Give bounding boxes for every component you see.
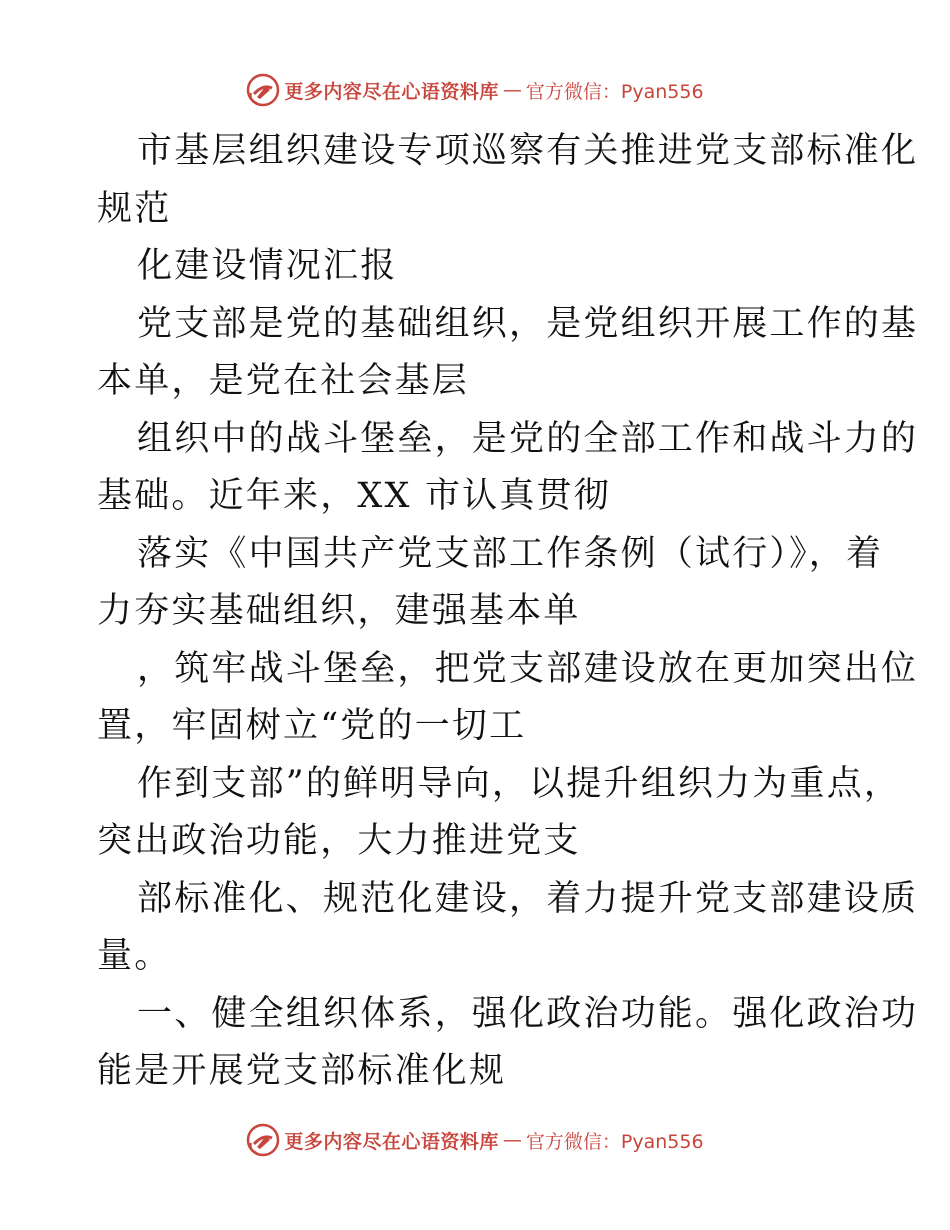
banner-wechat-text: 官方微信：Pyan556 — [525, 80, 704, 103]
doc-line: 力夯实基础组织，建强基本单 — [97, 591, 581, 631]
banner-separator: — — [502, 79, 522, 101]
doc-line: 市基层组织建设专项巡察有关推进党支部标准化 — [137, 131, 919, 171]
doc-line: 能是开展党支部标准化规 — [97, 1051, 507, 1091]
doc-line: 落实《中国共产党支部工作条例（试行）》，着 — [137, 533, 884, 574]
banner-separator: — — [502, 1129, 522, 1151]
banner-brand-text: 更多内容尽在心语资料库 — [284, 1130, 499, 1153]
doc-line: 突出政治功能，大力推进党支 — [97, 821, 581, 861]
header-banner — [0, 70, 950, 110]
doc-line: 本单，是党在社会基层 — [97, 361, 470, 401]
doc-line: ，筑牢战斗堡垒，把党支部建设放在更加突出位 — [137, 648, 919, 689]
doc-line: 基础。近年来，XX 市认真贯彻 — [97, 476, 611, 516]
doc-line: 化建设情况汇报 — [137, 246, 398, 286]
doc-line: 党支部是党的基础组织，是党组织开展工作的基 — [137, 303, 919, 344]
footer-banner — [0, 1120, 950, 1160]
document-body — [97, 123, 919, 1101]
doc-line: 组织中的战斗堡垒，是党的全部工作和战斗力的 — [137, 418, 919, 459]
doc-line: 一、健全组织体系，强化政治功能。强化政治功 — [137, 993, 919, 1034]
book-logo-icon — [246, 1123, 280, 1157]
doc-line: 规范 — [97, 188, 172, 229]
doc-line: 部标准化、规范化建设，着力提升党支部建设质 — [137, 878, 919, 919]
banner-wechat-text: 官方微信：Pyan556 — [525, 1130, 704, 1153]
doc-line: 量。 — [97, 936, 172, 976]
banner-brand-text: 更多内容尽在心语资料库 — [284, 80, 499, 103]
doc-line: 置，牢固树立“党的一切工 — [97, 706, 527, 746]
doc-line: 作到支部”的鲜明导向，以提升组织力为重点， — [137, 763, 902, 804]
book-logo-icon — [246, 73, 280, 107]
